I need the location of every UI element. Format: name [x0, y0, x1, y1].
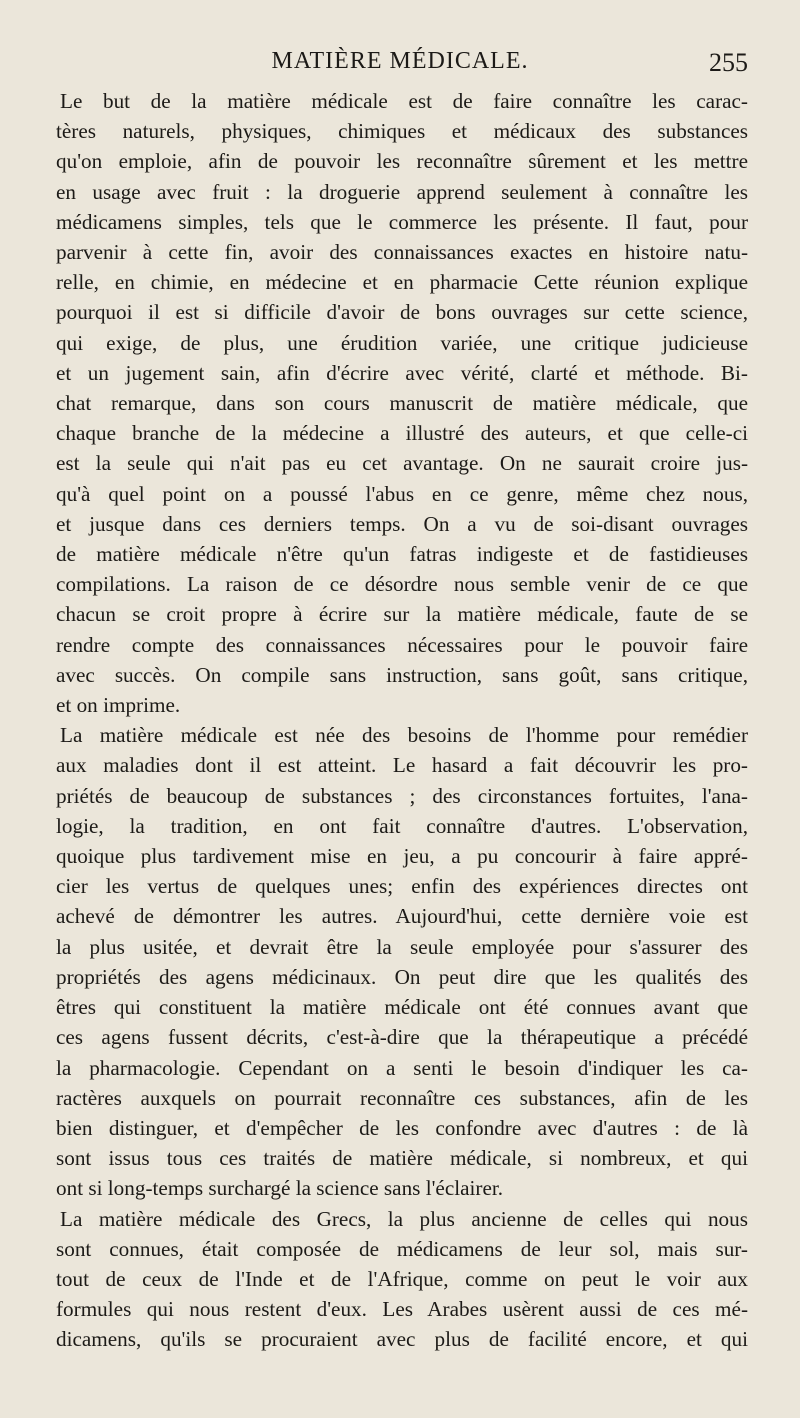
text-line: La matière médicale est née des besoins de l'homme pour remédier: [60, 723, 748, 748]
text-line: la plus usitée, et devrait être la seule employée pour s'assurer des: [56, 934, 748, 959]
text-line: chat remarque, dans son cours manuscrit de matière médicale, que: [56, 391, 748, 416]
text-line: ces agens fussent décrits, c'est-à-dire que la thérapeutique a précédé: [56, 1025, 748, 1050]
paragraph-3: [56, 1204, 748, 1355]
text-line: tères naturels, physiques, chimiques et médicaux des substances: [56, 119, 748, 144]
text-line: chaque branche de la médecine a illustré des auteurs, et que celle-ci: [56, 421, 748, 446]
text-line: qu'à quel point on a poussé l'abus en ce genre, même chez nous,: [56, 481, 748, 506]
text-line: sont issus tous ces traités de matière médicale, si nombreux, et qui: [56, 1146, 748, 1171]
text-line: quoique plus tardivement mise en jeu, a pu concourir à faire appré-: [56, 844, 748, 869]
text-line: propriétés des agens médicinaux. On peut dire que les qualités des: [56, 964, 748, 989]
text-line: aux maladies dont il est atteint. Le hasard a fait découvrir les pro-: [56, 753, 748, 778]
text-line: médicamens simples, tels que le commerce les présente. Il faut, pour: [56, 209, 748, 234]
text-line: ractères auxquels on pourrait reconnaître ces substances, afin de les: [56, 1085, 748, 1110]
text-line: est la seule qui n'ait pas eu cet avantage. On ne saurait croire jus-: [56, 451, 748, 476]
text-line: sont connues, était composée de médicamens de leur sol, mais sur-: [56, 1236, 748, 1261]
text-line: ont si long-temps surchargé la science sans l'éclairer.: [56, 1176, 504, 1201]
text-line: de matière médicale n'être qu'un fatras indigeste et de fastidieuses: [56, 542, 748, 567]
text-line: qui exige, de plus, une érudition variée, une critique judicieuse: [56, 330, 748, 355]
text-line: achevé de démontrer les autres. Aujourd'hui, cette dernière voie est: [56, 904, 748, 929]
text-line: chacun se croit propre à écrire sur la matière médicale, faute de se: [56, 602, 748, 627]
text-line: en usage avec fruit : la droguerie apprend seulement à connaître les: [56, 179, 748, 204]
text-line: relle, en chimie, en médecine et en pharmacie Cette réunion explique: [56, 270, 748, 295]
text-line: cier les vertus de quelques unes; enfin des expériences directes ont: [56, 874, 748, 899]
text-line: êtres qui constituent la matière médicale ont été connues avant que: [56, 995, 748, 1020]
page-number: 255: [709, 48, 748, 77]
text-line: formules qui nous restent d'eux. Les Arabes usèrent aussi de ces mé-: [56, 1297, 748, 1322]
body-text: [56, 86, 748, 1355]
text-line: logie, la tradition, en ont fait connaître d'autres. L'observation,: [56, 813, 748, 838]
text-line: et jusque dans ces derniers temps. On a vu de soi-disant ouvrages: [56, 511, 748, 536]
text-line: dicamens, qu'ils se procuraient avec plus de facilité encore, et qui: [56, 1327, 748, 1352]
text-line: compilations. La raison de ce désordre nous semble venir de ce que: [56, 572, 748, 597]
running-head: [0, 48, 800, 82]
text-line: et un jugement sain, afin d'écrire avec vérité, clarté et méthode. Bi-: [56, 360, 748, 385]
text-line: et on imprime.: [56, 693, 181, 718]
text-line: rendre compte des connaissances nécessaires pour le pouvoir faire: [56, 632, 748, 657]
text-line: La matière médicale des Grecs, la plus ancienne de celles qui nous: [60, 1206, 748, 1231]
text-line: Le but de la matière médicale est de faire connaître les carac-: [60, 89, 748, 113]
text-line: avec succès. On compile sans instruction, sans goût, sans critique,: [56, 662, 748, 687]
text-line: qu'on emploie, afin de pouvoir les reconnaître sûrement et les mettre: [56, 149, 748, 174]
text-line: tout de ceux de l'Inde et de l'Afrique, comme on peut le voir aux: [56, 1266, 748, 1291]
text-line: parvenir à cette fin, avoir des connaissances exactes en histoire natu-: [56, 240, 748, 265]
running-title: MATIÈRE MÉDICALE.: [271, 48, 529, 74]
text-line: la pharmacologie. Cependant on a senti le besoin d'indiquer les ca-: [56, 1055, 748, 1080]
paragraph-1: [56, 86, 748, 720]
text-line: bien distinguer, et d'empêcher de les confondre avec d'autres : de là: [56, 1115, 748, 1140]
paragraph-2: [56, 720, 748, 1203]
text-line: priétés de beaucoup de substances ; des circonstances fortuites, l'ana-: [56, 783, 748, 808]
text-line: pourquoi il est si difficile d'avoir de bons ouvrages sur cette science,: [56, 300, 748, 325]
